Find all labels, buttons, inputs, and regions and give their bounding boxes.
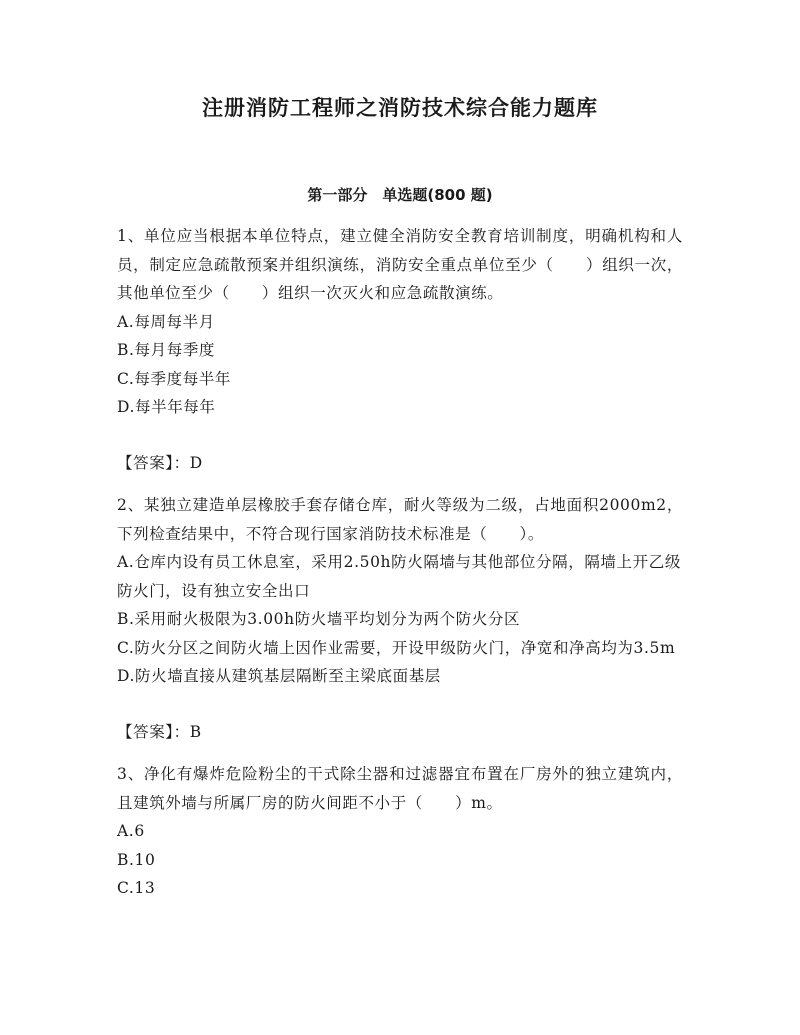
answer-line: 【答案】：B bbox=[117, 722, 202, 741]
option-a: A.每周每半月 bbox=[117, 312, 215, 331]
question-stem: 3、净化有爆炸危险粉尘的干式除尘器和过滤器宜布置在厂房外的独立建筑内，且建筑外墙与所属厂房的防火间距不小于（ ）m。 bbox=[117, 765, 683, 812]
question-stem: 2、某独立建造单层橡胶手套存储仓库，耐火等级为二级，占地面积2000m2，下列检查结果中，不符合现行国家消防技术标准是（ ）。 bbox=[117, 496, 683, 543]
option-b: B.每月每季度 bbox=[117, 341, 216, 359]
option-a: A.仓库内设有员工休息室，采用2.50h防火隔墙与其他部位分隔，隔墙上开乙级防火门，设有独立安全出口 bbox=[117, 553, 681, 600]
option-c: C.防火分区之间防火墙上因作业需要，开设甲级防火门，净宽和净高均为3.5m bbox=[117, 638, 676, 657]
option-b: B.10 bbox=[117, 850, 156, 869]
option-c: C.每季度每半年 bbox=[117, 369, 232, 388]
option-d: D.每半年每年 bbox=[117, 398, 216, 416]
option-c: C.13 bbox=[117, 879, 156, 897]
option-a: A.6 bbox=[117, 822, 145, 840]
question-stem: 1、单位应当根据本单位特点，建立健全消防安全教育培训制度，明确机构和人员，制定应急疏散预案并组织演练，消防安全重点单位至少（ ）组织一次，其他单位至少（ ）组织一次灭火和应急疏散演练。 bbox=[117, 227, 683, 302]
document-title: 注册消防工程师之消防技术综合能力题库 bbox=[202, 96, 598, 120]
option-b: B.采用耐火极限为3.00h防火墙平均划分为两个防火分区 bbox=[117, 610, 521, 628]
section-heading: 第一部分 单选题(800 题) bbox=[307, 186, 493, 204]
answer-line: 【答案】：D bbox=[117, 453, 203, 472]
question-1 bbox=[117, 222, 683, 477]
question-2 bbox=[117, 491, 683, 746]
question-list bbox=[117, 222, 683, 903]
option-d: D.防火墙直接从建筑基层隔断至主梁底面基层 bbox=[117, 667, 441, 685]
question-3 bbox=[117, 760, 683, 903]
